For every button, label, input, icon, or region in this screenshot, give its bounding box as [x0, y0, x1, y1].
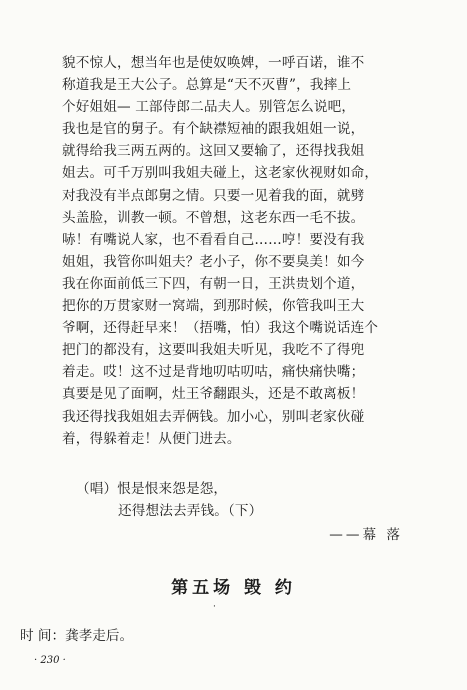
- text-line: 个好姐姐— 工部侍郎二品夫人。别管怎么说吧，: [62, 99, 356, 116]
- dialogue-paragraph: [62, 52, 422, 450]
- text-line: 头盖脸，训教一顿。不曾想，这老东西一毛不拔。: [62, 209, 365, 226]
- text-line: 就得给我三两五两的。这回又要输了，还得找我姐: [62, 143, 365, 160]
- verse-line: （唱）恨是恨来怨是怨，: [76, 481, 228, 497]
- text-line: 把你的万贯家财一窝端，到那时候，你管我叫王大: [62, 298, 365, 315]
- text-line: 我还得找我姐姐去弄俩钱。加小心，别叫老家伙碰: [62, 408, 365, 425]
- text-line: 称道我是王大公子。总算是“天不灭曹”，我摔上: [62, 77, 352, 94]
- text-line: 把门的都没有，这要叫我姐夫听见，我吃不了得兜: [62, 342, 365, 359]
- small-mark: ·: [213, 602, 216, 612]
- page-number: · 230 ·: [34, 655, 66, 666]
- text-line: 哧！有嘴说人家，也不看看自己……哼！要没有我: [62, 231, 365, 248]
- text-line: 姐去。可千万别叫我姐夫碰上，这老家伙视财如命，: [62, 165, 379, 182]
- scene-title: 第五场 毁 约: [171, 578, 296, 598]
- verse-line: 还得想法去弄钱。（下）: [118, 503, 263, 519]
- text-line: 着，得躲着走！从便门进去。: [62, 430, 241, 447]
- text-line: 貌不惊人，想当年也是使奴唤婢，一呼百诺，谁不: [62, 55, 365, 71]
- text-line: 我在你面前低三下四，有朝一日，王洪贵划个道，: [62, 275, 365, 292]
- text-line: 着走。哎！这不过是背地叨咕叨咕，痛快痛快嘴；: [62, 364, 365, 381]
- text-line: 对我没有半点郎舅之情。只要一见着我的面，就劈: [62, 187, 365, 204]
- text-line: 我也是官的舅子。有个缺襟短袖的跟我姐姐一说，: [62, 121, 365, 138]
- sung-verse: [76, 478, 262, 522]
- curtain-direction: ——幕 落: [329, 527, 403, 543]
- text-line: 真要是见了面啊，灶王爷翻跟头，还是不敢离板！: [62, 386, 365, 403]
- stage-direction: 时 间：龚孝走后。: [20, 628, 134, 644]
- text-line: 姐姐，我管你叫姐夫？老小子，你不要臭美！如今: [62, 253, 365, 270]
- text-line: 爷啊，还得赶早来！（捂嘴，怕）我这个嘴说话连个: [62, 320, 379, 337]
